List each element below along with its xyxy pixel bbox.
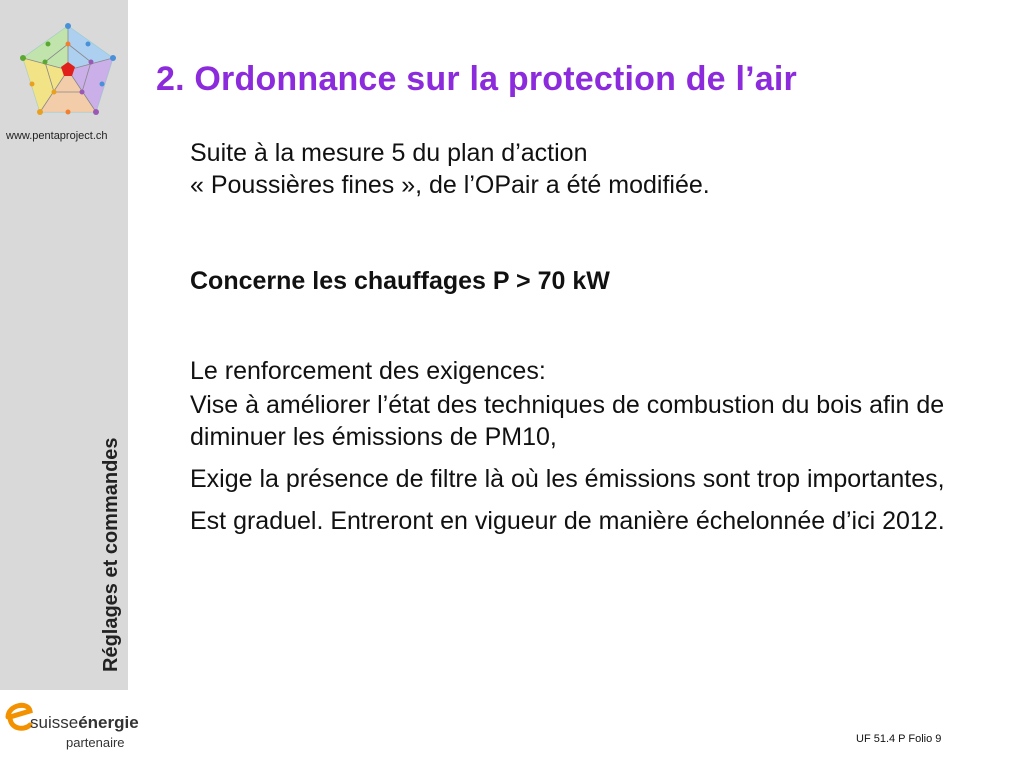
- page-title: 2. Ordonnance sur la protection de l’air: [156, 60, 797, 98]
- pentagon-logo-icon: [18, 22, 118, 118]
- brand-name: [30, 713, 139, 733]
- brand-bold: énergie: [78, 713, 139, 732]
- suisse-energie-logo: [2, 693, 142, 763]
- requirement-item: Est graduel. Entreront en vigueur de manière échelonnée d’ici 2012.: [190, 507, 945, 535]
- brand-subtitle: partenaire: [66, 735, 125, 750]
- section-label: Réglages et commandes: [100, 437, 122, 672]
- intro-paragraph: [190, 137, 950, 201]
- slide-body: [190, 137, 950, 547]
- requirement-item: Exige la présence de filtre là où les émissions sont trop importantes,: [190, 465, 945, 493]
- brand-light: suisse: [30, 713, 79, 732]
- site-url: www.pentaproject.ch: [6, 130, 108, 142]
- requirement-item: Vise à améliorer l’état des techniques de combustion du bois afin de diminuer les émissions de PM10,: [190, 391, 945, 451]
- footer-folio: UF 51.4 P Folio 9: [856, 733, 942, 745]
- intro-line-1: Suite à la mesure 5 du plan d’action: [190, 139, 588, 167]
- scope-statement: Concerne les chauffages P > 70 kW: [190, 267, 610, 295]
- intro-line-2: « Poussières fines », de l’OPair a été modifiée.: [190, 171, 710, 199]
- requirements-heading: Le renforcement des exigences:: [190, 357, 546, 385]
